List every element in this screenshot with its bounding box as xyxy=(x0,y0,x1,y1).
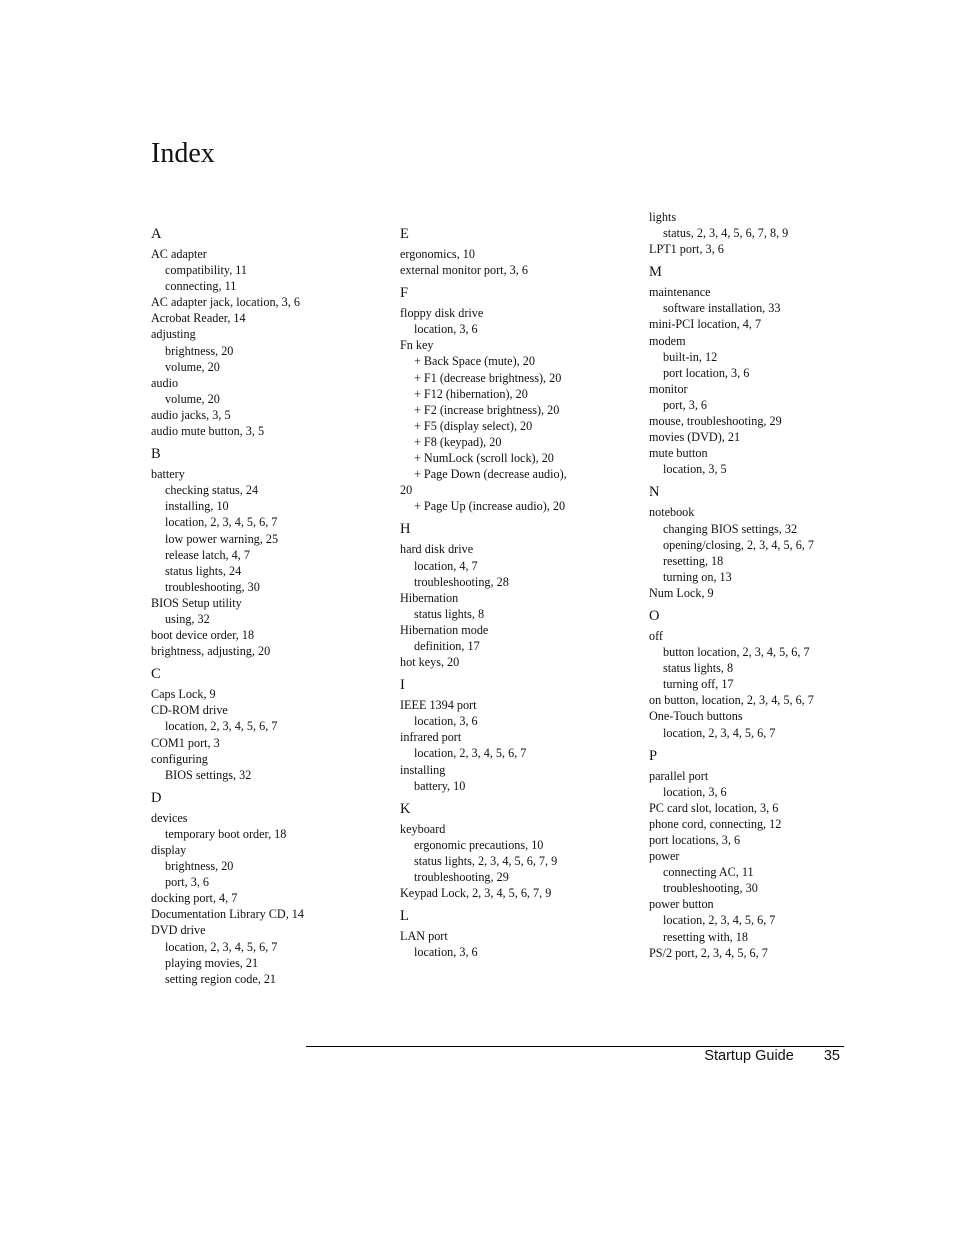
index-entry: hot keys, 20 xyxy=(400,655,460,670)
index-section-e xyxy=(400,225,640,278)
index-entry: phone cord, connecting, 12 xyxy=(649,816,782,831)
index-entry: BIOS Setup utility xyxy=(151,595,242,610)
index-letter-heading: K xyxy=(400,800,411,817)
index-entry: installing xyxy=(400,762,446,777)
index-subentry: compatibility, 11 xyxy=(165,263,248,278)
index-entry: AC adapter xyxy=(151,247,207,261)
index-subentry: temporary boot order, 18 xyxy=(165,826,287,841)
index-entry: adjusting xyxy=(151,327,196,342)
page-title: Index xyxy=(151,138,215,169)
index-section-l-continued xyxy=(649,209,889,257)
index-entry: One-Touch buttons xyxy=(649,709,743,724)
index-subentry: location, 2, 3, 4, 5, 6, 7 xyxy=(165,939,278,954)
index-entry: parallel port xyxy=(649,768,709,783)
index-subentry: resetting with, 18 xyxy=(663,929,748,944)
index-subentry: volume, 20 xyxy=(165,391,220,406)
index-subentry: brightness, 20 xyxy=(165,343,234,358)
index-entry: display xyxy=(151,843,187,857)
index-subentry: + F5 (display select), 20 xyxy=(414,418,533,433)
index-subentry: using, 32 xyxy=(165,611,210,626)
index-subentry: + Page Up (increase audio), 20 xyxy=(414,499,566,514)
index-subentry: status lights, 8 xyxy=(663,661,734,676)
index-subentry: location, 3, 6 xyxy=(663,784,727,799)
index-letter-heading: B xyxy=(151,446,161,463)
page-number: 35 xyxy=(823,1048,840,1064)
index-entry: modem xyxy=(649,333,686,348)
index-letter-heading: N xyxy=(649,484,660,501)
index-section-n xyxy=(649,483,889,601)
index-entry: Keypad Lock, 2, 3, 4, 5, 6, 7, 9 xyxy=(400,886,552,901)
index-entry: PC card slot, location, 3, 6 xyxy=(649,800,779,815)
index-entry: PS/2 port, 2, 3, 4, 5, 6, 7 xyxy=(649,945,768,960)
index-entry: audio jacks, 3, 5 xyxy=(151,407,231,422)
index-subentry: changing BIOS settings, 32 xyxy=(663,521,798,536)
index-subentry: turning off, 17 xyxy=(663,677,734,692)
index-subentry: + F1 (decrease brightness), 20 xyxy=(414,370,562,385)
index-subentry: volume, 20 xyxy=(165,359,220,374)
index-subentry: opening/closing, 2, 3, 4, 5, 6, 7 xyxy=(663,537,814,552)
index-subentry: location, 2, 3, 4, 5, 6, 7 xyxy=(165,515,278,530)
index-subentry: troubleshooting, 30 xyxy=(165,579,260,594)
index-subentry: troubleshooting, 30 xyxy=(663,881,758,896)
index-entry: lights xyxy=(649,210,677,224)
index-entry: CD-ROM drive xyxy=(151,703,228,718)
index-column-1 xyxy=(151,219,391,987)
index-subentry: + NumLock (scroll lock), 20 xyxy=(414,451,554,466)
index-subentry: + F12 (hibernation), 20 xyxy=(414,386,528,401)
index-subentry: + F2 (increase brightness), 20 xyxy=(414,402,560,417)
index-entry: Hibernation mode xyxy=(400,622,489,637)
index-entry: port locations, 3, 6 xyxy=(649,833,741,847)
index-entry: AC adapter jack, location, 3, 6 xyxy=(151,295,300,310)
index-subentry: connecting, 11 xyxy=(165,279,237,294)
index-subentry: + F8 (keypad), 20 xyxy=(414,434,502,449)
index-section-o xyxy=(649,607,889,741)
index-subentry: location, 2, 3, 4, 5, 6, 7 xyxy=(663,913,776,928)
index-entry: power xyxy=(649,849,680,864)
index-column-3 xyxy=(649,209,889,961)
index-section-f xyxy=(400,284,640,514)
index-entry: devices xyxy=(151,810,188,825)
index-entry: ergonomics, 10 xyxy=(400,247,475,261)
index-entry: COM1 port, 3 xyxy=(151,735,220,750)
index-subentry: location, 2, 3, 4, 5, 6, 7 xyxy=(414,746,527,761)
index-entry: monitor xyxy=(649,381,688,396)
index-subentry: release latch, 4, 7 xyxy=(165,547,250,562)
index-subentry: status, 2, 3, 4, 5, 6, 7, 8, 9 xyxy=(663,226,789,241)
index-subentry: port, 3, 6 xyxy=(165,875,210,890)
index-entry: infrared port xyxy=(400,730,462,745)
index-subentry: turning on, 13 xyxy=(663,569,732,584)
index-subentry: location, 3, 5 xyxy=(663,462,727,477)
index-entry: LAN port xyxy=(400,929,448,944)
index-entry: Acrobat Reader, 14 xyxy=(151,311,246,326)
index-subentry: resetting, 18 xyxy=(663,553,724,568)
index-entry: Documentation Library CD, 14 xyxy=(151,907,304,922)
index-section-h xyxy=(400,520,640,670)
index-subentry: location, 3, 6 xyxy=(414,945,478,960)
index-section-b xyxy=(151,445,391,659)
index-letter-heading: D xyxy=(151,789,162,806)
index-entry: audio mute button, 3, 5 xyxy=(151,424,265,439)
index-subentry: definition, 17 xyxy=(414,638,480,653)
index-entry: audio xyxy=(151,375,179,390)
index-entry: keyboard xyxy=(400,821,446,836)
index-entry: mute button xyxy=(649,446,708,461)
index-column-2 xyxy=(400,219,640,960)
index-subentry: connecting AC, 11 xyxy=(663,865,754,880)
index-section-k xyxy=(400,800,640,901)
index-subentry: playing movies, 21 xyxy=(165,955,259,970)
index-entry: configuring xyxy=(151,751,208,766)
index-subentry: brightness, 20 xyxy=(165,859,234,874)
index-letter-heading: I xyxy=(400,677,405,694)
index-letter-heading: A xyxy=(151,226,162,242)
index-entry: hard disk drive xyxy=(400,542,474,557)
index-entry: Hibernation xyxy=(400,590,459,605)
index-entry: movies (DVD), 21 xyxy=(649,430,741,445)
index-letter-heading: P xyxy=(649,747,658,764)
index-entry: LPT1 port, 3, 6 xyxy=(649,242,724,257)
index-section-d xyxy=(151,789,391,987)
index-subentry: troubleshooting, 28 xyxy=(414,574,509,589)
index-subentry: troubleshooting, 29 xyxy=(414,870,509,884)
index-entry: mouse, troubleshooting, 29 xyxy=(649,414,782,429)
index-entry: notebook xyxy=(649,505,695,520)
page-footer xyxy=(600,1048,840,1064)
index-entry: Fn key xyxy=(400,338,434,353)
index-entry: external monitor port, 3, 6 xyxy=(400,263,528,278)
index-subentry: location, 3, 6 xyxy=(414,714,478,729)
index-subentry: ergonomic precautions, 10 xyxy=(414,837,544,852)
footer-guide-title: Startup Guide xyxy=(704,1048,794,1064)
index-subentry: battery, 10 xyxy=(414,778,466,793)
index-letter-heading: L xyxy=(400,908,409,925)
index-entry: maintenance xyxy=(649,285,711,300)
index-section-c xyxy=(151,665,391,783)
index-entry: DVD drive xyxy=(151,923,206,938)
index-entry: power button xyxy=(649,897,714,912)
index-entry: mini-PCI location, 4, 7 xyxy=(649,317,762,332)
index-entry: boot device order, 18 xyxy=(151,628,255,643)
index-section-p xyxy=(649,747,889,961)
index-subentry: port location, 3, 6 xyxy=(663,365,750,380)
index-entry: IEEE 1394 port xyxy=(400,698,477,713)
index-letter-heading: M xyxy=(649,264,662,281)
index-subentry: status lights, 2, 3, 4, 5, 6, 7, 9 xyxy=(414,853,558,868)
index-subentry: + Back Space (mute), 20 xyxy=(414,354,535,369)
index-entry: Num Lock, 9 xyxy=(649,585,714,600)
index-section-i xyxy=(400,676,640,794)
index-section-a xyxy=(151,225,391,439)
index-section-l xyxy=(400,907,640,960)
index-subentry: built-in, 12 xyxy=(663,349,718,364)
index-subentry: location, 3, 6 xyxy=(414,322,478,337)
index-entry: docking port, 4, 7 xyxy=(151,891,238,906)
index-subentry: installing, 10 xyxy=(165,499,229,514)
footer-divider xyxy=(306,1046,844,1047)
index-section-m xyxy=(649,263,889,477)
index-subentry: setting region code, 21 xyxy=(165,971,277,986)
index-letter-heading: C xyxy=(151,666,161,683)
index-subentry: location, 2, 3, 4, 5, 6, 7 xyxy=(165,719,278,734)
index-entry: floppy disk drive xyxy=(400,306,484,321)
index-entry: Caps Lock, 9 xyxy=(151,687,216,702)
index-subentry: BIOS settings, 32 xyxy=(165,767,252,782)
index-entry: off xyxy=(649,628,663,643)
index-letter-heading: H xyxy=(400,521,411,538)
index-subentry: status lights, 8 xyxy=(414,606,485,621)
index-subentry: button location, 2, 3, 4, 5, 6, 7 xyxy=(663,645,810,660)
index-entry: brightness, adjusting, 20 xyxy=(151,644,271,659)
index-subentry: software installation, 33 xyxy=(663,301,781,316)
index-letter-heading: E xyxy=(400,226,409,242)
index-entry: battery xyxy=(151,467,185,482)
index-subentry: location, 4, 7 xyxy=(414,558,478,573)
index-subentry: status lights, 24 xyxy=(165,563,242,578)
index-letter-heading: F xyxy=(400,285,409,302)
index-subentry: port, 3, 6 xyxy=(663,397,708,412)
index-subentry: 20 xyxy=(400,483,413,498)
index-subentry: checking status, 24 xyxy=(165,483,259,498)
index-subentry: location, 2, 3, 4, 5, 6, 7 xyxy=(663,725,776,740)
index-subentry: low power warning, 25 xyxy=(165,531,279,546)
index-letter-heading: O xyxy=(649,607,660,624)
index-subentry: + Page Down (decrease audio), xyxy=(414,467,567,482)
index-entry: on button, location, 2, 3, 4, 5, 6, 7 xyxy=(649,693,814,708)
